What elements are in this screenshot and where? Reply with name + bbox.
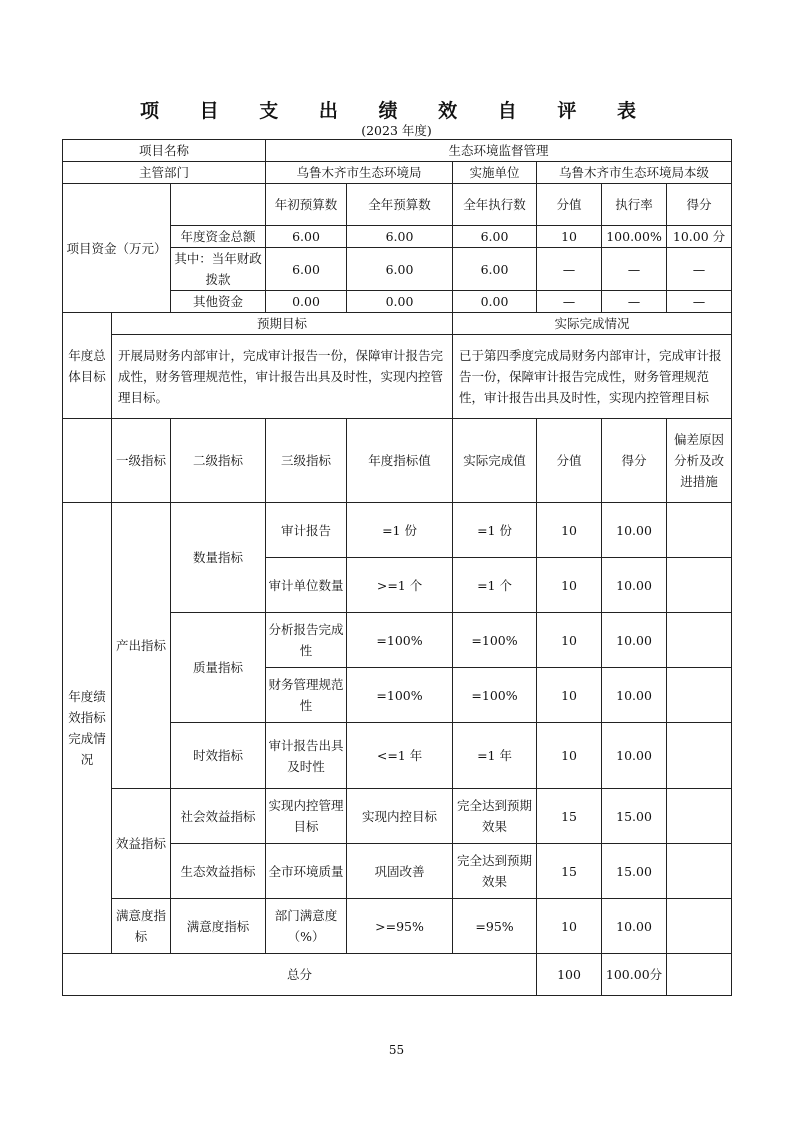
- level2-ecological: 生态效益指标: [171, 844, 266, 899]
- funds-score: —: [667, 248, 732, 291]
- score-value-cell: 10: [537, 723, 602, 789]
- dept-label: 主管部门: [63, 162, 266, 184]
- funds-initial: 6.00: [266, 248, 347, 291]
- actual-cell: =1 年: [453, 723, 537, 789]
- header-level2: 二级指标: [171, 419, 266, 503]
- funds-header-score: 得分: [667, 184, 732, 226]
- total-deviation: [667, 954, 732, 996]
- indicator-header-blank: [63, 419, 112, 503]
- funds-header-score-value: 分值: [537, 184, 602, 226]
- funds-score: 10.00 分: [667, 226, 732, 248]
- funds-score-value: —: [537, 291, 602, 313]
- funds-label: 项目资金（万元）: [63, 184, 171, 313]
- score-cell: 10.00: [602, 503, 667, 558]
- header-actual: 实际完成值: [453, 419, 537, 503]
- target-cell: >=95%: [347, 899, 453, 954]
- document-subtitle: (2023 年度): [361, 123, 432, 138]
- funds-row-label: 其中：当年财政拨款: [171, 248, 266, 291]
- actual-cell: =1 份: [453, 503, 537, 558]
- target-cell: =1 份: [347, 503, 453, 558]
- expected-goal-header: 预期目标: [112, 313, 453, 335]
- funds-header-annual: 全年预算数: [347, 184, 453, 226]
- indicator-row: [63, 503, 732, 558]
- actual-cell: =1 个: [453, 558, 537, 613]
- funds-header-row: [63, 184, 732, 226]
- funds-executed: 0.00: [453, 291, 537, 313]
- deviation-cell: [667, 613, 732, 668]
- project-name-label: 项目名称: [63, 140, 266, 162]
- funds-annual: 0.00: [347, 291, 453, 313]
- funds-score-value: —: [537, 248, 602, 291]
- level3-cell: 分析报告完成性: [266, 613, 347, 668]
- level3-cell: 审计报告: [266, 503, 347, 558]
- header-score-value: 分值: [537, 419, 602, 503]
- funds-rate: 100.00%: [602, 226, 667, 248]
- funds-score-value: 10: [537, 226, 602, 248]
- level2-satisfaction: 满意度指标: [171, 899, 266, 954]
- level2-quantity: 数量指标: [171, 503, 266, 613]
- funds-executed: 6.00: [453, 226, 537, 248]
- header-target: 年度指标值: [347, 419, 453, 503]
- level3-cell: 审计报告出具及时性: [266, 723, 347, 789]
- deviation-cell: [667, 899, 732, 954]
- page-number: 55: [388, 1043, 405, 1057]
- target-cell: 实现内控目标: [347, 789, 453, 844]
- score-value-cell: 10: [537, 558, 602, 613]
- total-row: [63, 954, 732, 996]
- target-cell: =100%: [347, 613, 453, 668]
- score-value-cell: 10: [537, 899, 602, 954]
- evaluation-table: [62, 139, 732, 996]
- impl-value: 乌鲁木齐市生态环境局本级: [537, 162, 732, 184]
- header-deviation: 偏差原因分析及改进措施: [667, 419, 732, 503]
- level3-cell: 实现内控管理目标: [266, 789, 347, 844]
- indicator-row: [63, 899, 732, 954]
- score-value-cell: 15: [537, 789, 602, 844]
- funds-initial: 0.00: [266, 291, 347, 313]
- document-title: 项 目 支 出 绩 效 自 评 表: [140, 100, 653, 122]
- department-row: [63, 162, 732, 184]
- score-cell: 10.00: [602, 723, 667, 789]
- deviation-cell: [667, 844, 732, 899]
- header-score: 得分: [602, 419, 667, 503]
- project-name-value: 生态环境监督管理: [266, 140, 732, 162]
- indicator-row: [63, 789, 732, 844]
- total-label: 总分: [63, 954, 537, 996]
- score-cell: 10.00: [602, 668, 667, 723]
- funds-row-label: 年度资金总额: [171, 226, 266, 248]
- score-value-cell: 10: [537, 668, 602, 723]
- funds-executed: 6.00: [453, 248, 537, 291]
- target-cell: <=1 年: [347, 723, 453, 789]
- funds-header-blank: [171, 184, 266, 226]
- impl-label: 实施单位: [453, 162, 537, 184]
- dept-value: 乌鲁木齐市生态环境局: [266, 162, 453, 184]
- target-cell: 巩固改善: [347, 844, 453, 899]
- total-score: 100.00分: [602, 954, 667, 996]
- score-cell: 15.00: [602, 844, 667, 899]
- score-value-cell: 10: [537, 613, 602, 668]
- funds-row-label: 其他资金: [171, 291, 266, 313]
- header-level1: 一级指标: [112, 419, 171, 503]
- level2-quality: 质量指标: [171, 613, 266, 723]
- indicators-section-label: 年度绩效指标完成情况: [63, 503, 112, 954]
- target-cell: =100%: [347, 668, 453, 723]
- deviation-cell: [667, 558, 732, 613]
- target-cell: >=1 个: [347, 558, 453, 613]
- score-cell: 10.00: [602, 899, 667, 954]
- deviation-cell: [667, 789, 732, 844]
- deviation-cell: [667, 503, 732, 558]
- funds-header-rate: 执行率: [602, 184, 667, 226]
- actual-cell: 完全达到预期效果: [453, 789, 537, 844]
- level2-social: 社会效益指标: [171, 789, 266, 844]
- level3-cell: 审计单位数量: [266, 558, 347, 613]
- total-score-value: 100: [537, 954, 602, 996]
- funds-annual: 6.00: [347, 248, 453, 291]
- goals-content-row: [63, 335, 732, 419]
- score-value-cell: 15: [537, 844, 602, 899]
- deviation-cell: [667, 723, 732, 789]
- header-level3: 三级指标: [266, 419, 347, 503]
- actual-goal-text: 已于第四季度完成局财务内部审计，完成审计报告一份，保障审计报告完成性，财务管理规范性，审计报告出具及时性，实现内控管理目标: [453, 335, 732, 419]
- funds-annual: 6.00: [347, 226, 453, 248]
- level1-benefit: 效益指标: [112, 789, 171, 899]
- actual-cell: =95%: [453, 899, 537, 954]
- goals-label: 年度总体目标: [63, 313, 112, 419]
- project-name-row: [63, 140, 732, 162]
- indicator-header-row: [63, 419, 732, 503]
- funds-header-executed: 全年执行数: [453, 184, 537, 226]
- score-value-cell: 10: [537, 503, 602, 558]
- level3-cell: 部门满意度（%）: [266, 899, 347, 954]
- level3-cell: 全市环境质量: [266, 844, 347, 899]
- goals-header-row: [63, 313, 732, 335]
- deviation-cell: [667, 668, 732, 723]
- score-cell: 10.00: [602, 558, 667, 613]
- level2-timeliness: 时效指标: [171, 723, 266, 789]
- level1-output: 产出指标: [112, 503, 171, 789]
- actual-cell: =100%: [453, 613, 537, 668]
- funds-initial: 6.00: [266, 226, 347, 248]
- funds-score: —: [667, 291, 732, 313]
- level1-satisfaction: 满意度指标: [112, 899, 171, 954]
- actual-cell: =100%: [453, 668, 537, 723]
- level3-cell: 财务管理规范性: [266, 668, 347, 723]
- actual-cell: 完全达到预期效果: [453, 844, 537, 899]
- score-cell: 15.00: [602, 789, 667, 844]
- funds-rate: —: [602, 291, 667, 313]
- funds-header-initial: 年初预算数: [266, 184, 347, 226]
- score-cell: 10.00: [602, 613, 667, 668]
- actual-goal-header: 实际完成情况: [453, 313, 732, 335]
- funds-rate: —: [602, 248, 667, 291]
- expected-goal-text: 开展局财务内部审计，完成审计报告一份，保障审计报告完成性，财务管理规范性，审计报告出具及时性，实现内控管理目标。: [112, 335, 453, 419]
